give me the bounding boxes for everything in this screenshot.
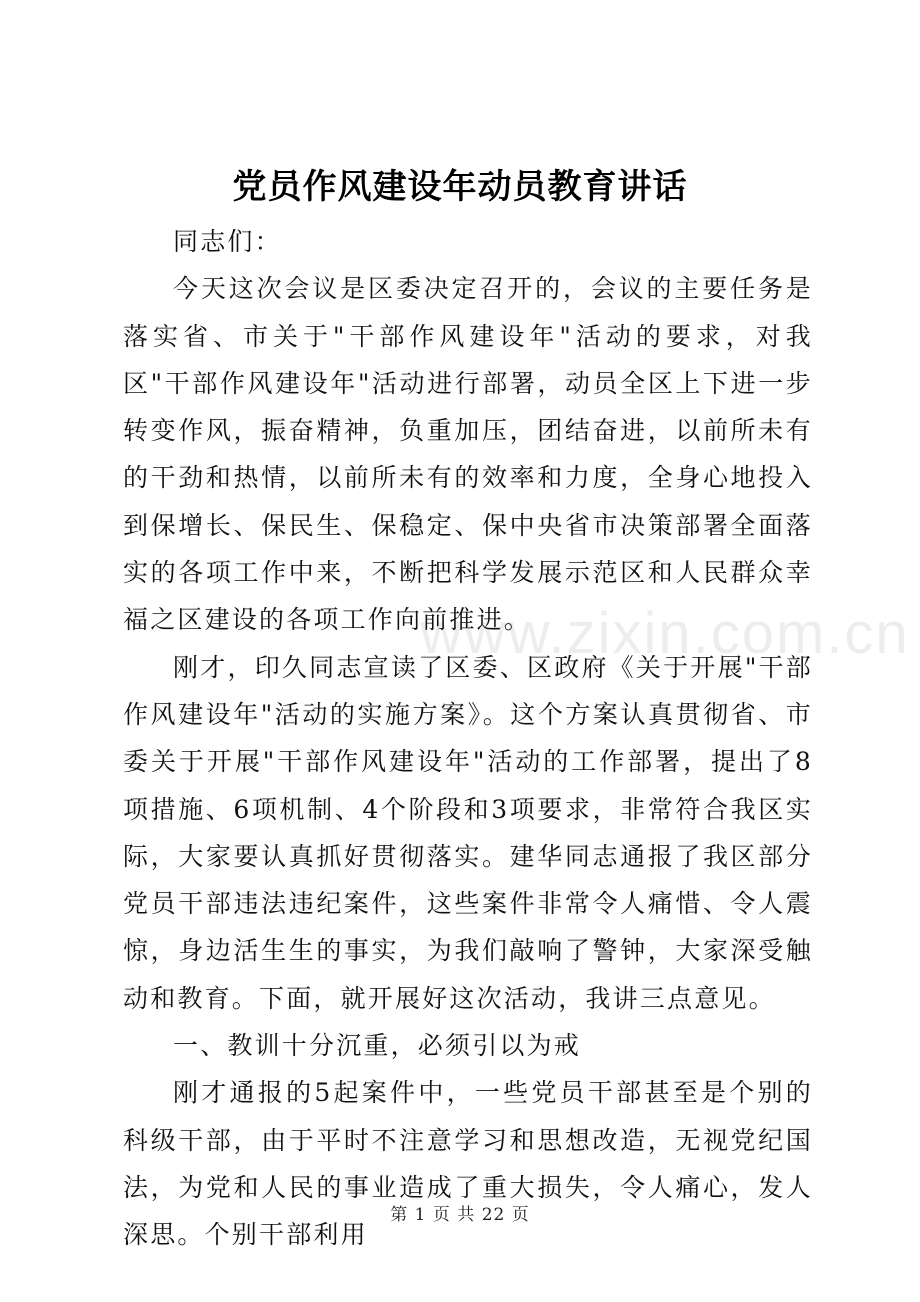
document-title: 党员作风建设年动员教育讲话: [232, 167, 688, 207]
salutation-paragraph: 同志们：: [173, 227, 282, 256]
section-heading: 一、教训十分沉重，必须引以为戒: [173, 1031, 582, 1061]
page-footer: 第 1 页 共 22 页: [390, 1205, 530, 1225]
body-paragraph: 刚才通报的5起案件中，一些党员干部甚至是个别的科级干部，由于平时不注意学习和思想改造，无视党纪国法，为党和人民的事业造成了重大损失，令人痛心，发人深思。个别干部利用: [123, 1078, 813, 1250]
body-paragraph: 刚才，印久同志宣读了区委、区政府《关于开展"干部作风建设年"活动的实施方案》。这个方案认真贯彻省、市委关于开展"干部作风建设年"活动的工作部署，提出了8项措施、6项机制、4个阶段和3项要求，非常符合我区实际，大家要认真抓好贯彻落实。建华同志通报了我区部分党员干部违法违纪案件，这些案件非常令人痛惜、令人震惊，身边活生生的事实，为我们敲响了警钟，大家深受触动和教育。下面，就开展好这次活动，我讲三点意见。: [123, 652, 813, 1013]
body-paragraph: 今天这次会议是区委决定召开的，会议的主要任务是落实省、市关于"干部作风建设年"活动的要求，对我区"干部作风建设年"活动进行部署，动员全区上下进一步转变作风，振奋精神，负重加压，团结奋进，以前所未有的干劲和热情，以前所未有的效率和力度，全身心地投入到保增长、保民生、保稳定、保中央省市决策部署全面落实的各项工作中来，不断把科学发展示范区和人民群众幸福之区建设的各项工作向前推进。: [123, 274, 813, 635]
watermark: www.zixin.com.cn: [420, 601, 910, 666]
document-body: [123, 218, 813, 1259]
